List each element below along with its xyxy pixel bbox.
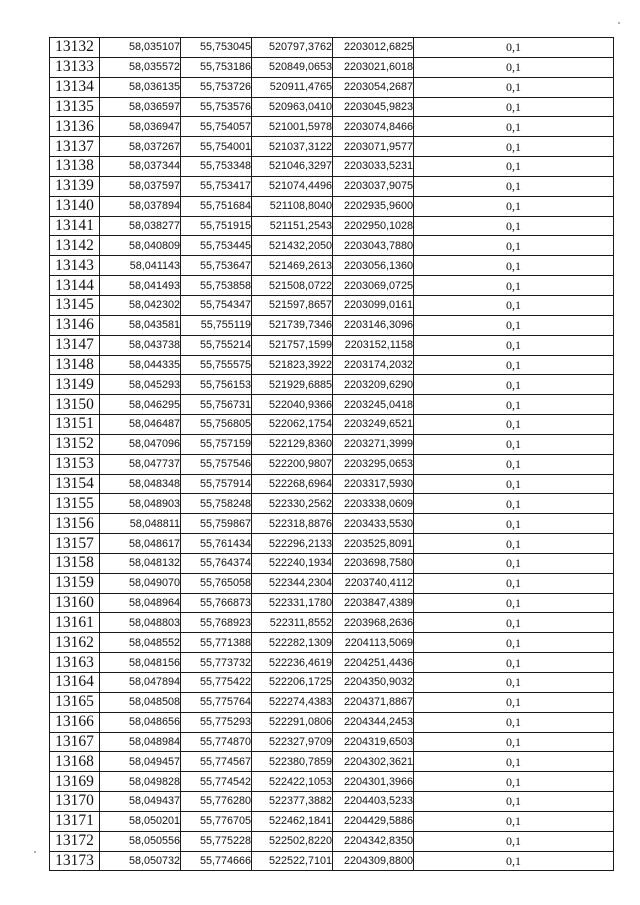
table-row [50,295,614,315]
point-number-cell: 13136 [50,117,100,137]
latitude-cell: 58,035572 [100,57,181,77]
y-coordinate-cell: 2204350,9032 [333,673,414,693]
latitude-cell: 58,038277 [100,216,181,236]
y-coordinate-cell: 2204319,6503 [333,732,414,752]
latitude-cell: 58,050732 [100,851,181,871]
point-number-cell: 13142 [50,236,100,256]
table-row [50,732,614,752]
table-row [50,772,614,792]
y-coordinate-cell: 2203245,0418 [333,395,414,415]
table-row [50,534,614,554]
longitude-cell: 55,751915 [181,216,252,236]
point-number-cell: 13134 [50,77,100,97]
longitude-cell: 55,751684 [181,196,252,216]
table-row [50,454,614,474]
latitude-cell: 58,048617 [100,534,181,554]
y-coordinate-cell: 2203012,6825 [333,38,414,58]
point-number-cell: 13173 [50,851,100,871]
table-row [50,434,614,454]
accuracy-cell: 0,1 [414,712,614,732]
table-row [50,494,614,514]
table-row [50,514,614,534]
accuracy-cell: 0,1 [414,454,614,474]
x-coordinate-cell: 522282,1309 [252,633,333,653]
accuracy-cell: 0,1 [414,335,614,355]
x-coordinate-cell: 522422,1053 [252,772,333,792]
y-coordinate-cell: 2202950,1028 [333,216,414,236]
point-number-cell: 13154 [50,474,100,494]
longitude-cell: 55,775422 [181,673,252,693]
x-coordinate-cell: 522296,2133 [252,534,333,554]
x-coordinate-cell: 521757,1599 [252,335,333,355]
latitude-cell: 58,048132 [100,553,181,573]
y-coordinate-cell: 2203071,9577 [333,137,414,157]
y-coordinate-cell: 2203525,8091 [333,534,414,554]
table-row [50,77,614,97]
y-coordinate-cell: 2203043,7880 [333,236,414,256]
x-coordinate-cell: 520849,0653 [252,57,333,77]
y-coordinate-cell: 2203338,0609 [333,494,414,514]
y-coordinate-cell: 2203271,3999 [333,434,414,454]
y-coordinate-cell: 2203045,9823 [333,97,414,117]
y-coordinate-cell: 2203209,6290 [333,375,414,395]
x-coordinate-cell: 522522,7101 [252,851,333,871]
accuracy-cell: 0,1 [414,38,614,58]
accuracy-cell: 0,1 [414,117,614,137]
latitude-cell: 58,048552 [100,633,181,653]
longitude-cell: 55,753417 [181,176,252,196]
point-number-cell: 13170 [50,792,100,812]
y-coordinate-cell: 2203698,7580 [333,553,414,573]
point-number-cell: 13137 [50,137,100,157]
x-coordinate-cell: 522236,4619 [252,653,333,673]
table-row [50,415,614,435]
table-row [50,355,614,375]
table-row [50,395,614,415]
longitude-cell: 55,771388 [181,633,252,653]
latitude-cell: 58,048508 [100,692,181,712]
y-coordinate-cell: 2203033,5231 [333,157,414,177]
longitude-cell: 55,757914 [181,474,252,494]
latitude-cell: 58,036597 [100,97,181,117]
longitude-cell: 55,766873 [181,593,252,613]
y-coordinate-cell: 2203152,1158 [333,335,414,355]
table-row [50,216,614,236]
accuracy-cell: 0,1 [414,514,614,534]
latitude-cell: 58,037344 [100,157,181,177]
table-row [50,653,614,673]
table-row [50,97,614,117]
point-number-cell: 13140 [50,196,100,216]
x-coordinate-cell: 522311,8552 [252,613,333,633]
table-row [50,236,614,256]
accuracy-cell: 0,1 [414,494,614,514]
longitude-cell: 55,753647 [181,256,252,276]
scan-speck [34,851,36,853]
table-row [50,137,614,157]
longitude-cell: 55,775293 [181,712,252,732]
y-coordinate-cell: 2203021,6018 [333,57,414,77]
y-coordinate-cell: 2203740,4112 [333,573,414,593]
latitude-cell: 58,049070 [100,573,181,593]
point-number-cell: 13161 [50,613,100,633]
x-coordinate-cell: 521929,6885 [252,375,333,395]
longitude-cell: 55,773732 [181,653,252,673]
y-coordinate-cell: 2203174,2032 [333,355,414,375]
latitude-cell: 58,049457 [100,752,181,772]
point-number-cell: 13152 [50,434,100,454]
table-row [50,692,614,712]
y-coordinate-cell: 2203146,3096 [333,315,414,335]
x-coordinate-cell: 521037,3122 [252,137,333,157]
x-coordinate-cell: 522462,1841 [252,811,333,831]
y-coordinate-cell: 2203295,0653 [333,454,414,474]
point-number-cell: 13159 [50,573,100,593]
accuracy-cell: 0,1 [414,196,614,216]
table-row [50,256,614,276]
point-number-cell: 13155 [50,494,100,514]
latitude-cell: 58,048964 [100,593,181,613]
x-coordinate-cell: 522318,8876 [252,514,333,534]
x-coordinate-cell: 522040,9366 [252,395,333,415]
table-row [50,593,614,613]
table-row [50,673,614,693]
accuracy-cell: 0,1 [414,673,614,693]
latitude-cell: 58,043738 [100,335,181,355]
y-coordinate-cell: 2204344,2453 [333,712,414,732]
point-number-cell: 13149 [50,375,100,395]
latitude-cell: 58,047096 [100,434,181,454]
point-number-cell: 13138 [50,157,100,177]
x-coordinate-cell: 522344,2304 [252,573,333,593]
table-row [50,38,614,58]
table-row [50,811,614,831]
x-coordinate-cell: 522062,1754 [252,415,333,435]
accuracy-cell: 0,1 [414,375,614,395]
longitude-cell: 55,755119 [181,315,252,335]
y-coordinate-cell: 2204309,8800 [333,851,414,871]
x-coordinate-cell: 521046,3297 [252,157,333,177]
point-number-cell: 13150 [50,395,100,415]
table-row [50,553,614,573]
x-coordinate-cell: 520911,4765 [252,77,333,97]
point-number-cell: 13157 [50,534,100,554]
accuracy-cell: 0,1 [414,792,614,812]
y-coordinate-cell: 2204113,5069 [333,633,414,653]
x-coordinate-cell: 521508,0722 [252,276,333,296]
x-coordinate-cell: 521001,5978 [252,117,333,137]
x-coordinate-cell: 521823,3922 [252,355,333,375]
table-row [50,57,614,77]
latitude-cell: 58,035107 [100,38,181,58]
y-coordinate-cell: 2203074,8466 [333,117,414,137]
latitude-cell: 58,037597 [100,176,181,196]
point-number-cell: 13165 [50,692,100,712]
latitude-cell: 58,041493 [100,276,181,296]
longitude-cell: 55,768923 [181,613,252,633]
accuracy-cell: 0,1 [414,236,614,256]
x-coordinate-cell: 522331,1780 [252,593,333,613]
longitude-cell: 55,756731 [181,395,252,415]
accuracy-cell: 0,1 [414,276,614,296]
table-row [50,851,614,871]
table-row [50,375,614,395]
longitude-cell: 55,776280 [181,792,252,812]
longitude-cell: 55,755575 [181,355,252,375]
point-number-cell: 13167 [50,732,100,752]
table-row [50,117,614,137]
latitude-cell: 58,044335 [100,355,181,375]
longitude-cell: 55,754347 [181,295,252,315]
table-row [50,315,614,335]
x-coordinate-cell: 522502,8220 [252,831,333,851]
latitude-cell: 58,050201 [100,811,181,831]
longitude-cell: 55,757546 [181,454,252,474]
x-coordinate-cell: 522268,6964 [252,474,333,494]
scan-speck [618,22,620,24]
table-row [50,752,614,772]
accuracy-cell: 0,1 [414,57,614,77]
x-coordinate-cell: 520797,3762 [252,38,333,58]
accuracy-cell: 0,1 [414,732,614,752]
table-row [50,633,614,653]
latitude-cell: 58,050556 [100,831,181,851]
table-row [50,792,614,812]
latitude-cell: 58,046295 [100,395,181,415]
point-number-cell: 13133 [50,57,100,77]
longitude-cell: 55,774542 [181,772,252,792]
y-coordinate-cell: 2204371,8867 [333,692,414,712]
longitude-cell: 55,753186 [181,57,252,77]
accuracy-cell: 0,1 [414,315,614,335]
latitude-cell: 58,048803 [100,613,181,633]
y-coordinate-cell: 2203054,2687 [333,77,414,97]
longitude-cell: 55,776705 [181,811,252,831]
y-coordinate-cell: 2204251,4436 [333,653,414,673]
x-coordinate-cell: 521432,2050 [252,236,333,256]
y-coordinate-cell: 2203037,9075 [333,176,414,196]
table-row [50,573,614,593]
longitude-cell: 55,756153 [181,375,252,395]
longitude-cell: 55,765058 [181,573,252,593]
table-row [50,157,614,177]
table-row [50,276,614,296]
point-number-cell: 13168 [50,752,100,772]
accuracy-cell: 0,1 [414,97,614,117]
latitude-cell: 58,046487 [100,415,181,435]
accuracy-cell: 0,1 [414,772,614,792]
point-number-cell: 13156 [50,514,100,534]
x-coordinate-cell: 522380,7859 [252,752,333,772]
accuracy-cell: 0,1 [414,534,614,554]
y-coordinate-cell: 2203847,4389 [333,593,414,613]
x-coordinate-cell: 521597,8657 [252,295,333,315]
latitude-cell: 58,047737 [100,454,181,474]
table-row [50,613,614,633]
longitude-cell: 55,758248 [181,494,252,514]
latitude-cell: 58,045293 [100,375,181,395]
point-number-cell: 13153 [50,454,100,474]
point-number-cell: 13143 [50,256,100,276]
accuracy-cell: 0,1 [414,752,614,772]
accuracy-cell: 0,1 [414,831,614,851]
longitude-cell: 55,757159 [181,434,252,454]
longitude-cell: 55,774870 [181,732,252,752]
y-coordinate-cell: 2203099,0161 [333,295,414,315]
point-number-cell: 13162 [50,633,100,653]
accuracy-cell: 0,1 [414,692,614,712]
latitude-cell: 58,048348 [100,474,181,494]
accuracy-cell: 0,1 [414,434,614,454]
point-number-cell: 13148 [50,355,100,375]
x-coordinate-cell: 522377,3882 [252,792,333,812]
point-number-cell: 13164 [50,673,100,693]
accuracy-cell: 0,1 [414,633,614,653]
point-number-cell: 13139 [50,176,100,196]
y-coordinate-cell: 2204301,3966 [333,772,414,792]
point-number-cell: 13144 [50,276,100,296]
point-number-cell: 13135 [50,97,100,117]
accuracy-cell: 0,1 [414,77,614,97]
y-coordinate-cell: 2203968,2636 [333,613,414,633]
point-number-cell: 13158 [50,553,100,573]
longitude-cell: 55,764374 [181,553,252,573]
y-coordinate-cell: 2203056,1360 [333,256,414,276]
point-number-cell: 13151 [50,415,100,435]
accuracy-cell: 0,1 [414,613,614,633]
latitude-cell: 58,048811 [100,514,181,534]
accuracy-cell: 0,1 [414,256,614,276]
accuracy-cell: 0,1 [414,593,614,613]
longitude-cell: 55,753348 [181,157,252,177]
latitude-cell: 58,048156 [100,653,181,673]
longitude-cell: 55,775228 [181,831,252,851]
table-row [50,335,614,355]
accuracy-cell: 0,1 [414,295,614,315]
longitude-cell: 55,754001 [181,137,252,157]
y-coordinate-cell: 2202935,9600 [333,196,414,216]
latitude-cell: 58,043581 [100,315,181,335]
longitude-cell: 55,753576 [181,97,252,117]
y-coordinate-cell: 2204302,3621 [333,752,414,772]
latitude-cell: 58,036135 [100,77,181,97]
table-row [50,196,614,216]
accuracy-cell: 0,1 [414,355,614,375]
point-number-cell: 13160 [50,593,100,613]
point-number-cell: 13141 [50,216,100,236]
longitude-cell: 55,756805 [181,415,252,435]
longitude-cell: 55,759867 [181,514,252,534]
latitude-cell: 58,040809 [100,236,181,256]
latitude-cell: 58,036947 [100,117,181,137]
x-coordinate-cell: 522240,1934 [252,553,333,573]
longitude-cell: 55,753445 [181,236,252,256]
accuracy-cell: 0,1 [414,573,614,593]
accuracy-cell: 0,1 [414,157,614,177]
accuracy-cell: 0,1 [414,653,614,673]
longitude-cell: 55,753726 [181,77,252,97]
x-coordinate-cell: 522327,9709 [252,732,333,752]
accuracy-cell: 0,1 [414,851,614,871]
accuracy-cell: 0,1 [414,216,614,236]
point-number-cell: 13169 [50,772,100,792]
accuracy-cell: 0,1 [414,137,614,157]
point-number-cell: 13147 [50,335,100,355]
latitude-cell: 58,048903 [100,494,181,514]
point-number-cell: 13146 [50,315,100,335]
x-coordinate-cell: 522206,1725 [252,673,333,693]
x-coordinate-cell: 521108,8040 [252,196,333,216]
point-number-cell: 13132 [50,38,100,58]
point-number-cell: 13163 [50,653,100,673]
y-coordinate-cell: 2204429,5886 [333,811,414,831]
point-number-cell: 13172 [50,831,100,851]
longitude-cell: 55,755214 [181,335,252,355]
latitude-cell: 58,048984 [100,732,181,752]
y-coordinate-cell: 2203249,6521 [333,415,414,435]
point-number-cell: 13166 [50,712,100,732]
table-row [50,176,614,196]
latitude-cell: 58,048656 [100,712,181,732]
longitude-cell: 55,753045 [181,38,252,58]
table-row [50,712,614,732]
y-coordinate-cell: 2203069,0725 [333,276,414,296]
accuracy-cell: 0,1 [414,415,614,435]
latitude-cell: 58,042302 [100,295,181,315]
x-coordinate-cell: 520963,0410 [252,97,333,117]
coordinate-table [49,37,614,871]
x-coordinate-cell: 522330,2562 [252,494,333,514]
x-coordinate-cell: 522129,8360 [252,434,333,454]
latitude-cell: 58,049437 [100,792,181,812]
x-coordinate-cell: 522274,4383 [252,692,333,712]
x-coordinate-cell: 522200,9807 [252,454,333,474]
longitude-cell: 55,774666 [181,851,252,871]
point-number-cell: 13171 [50,811,100,831]
x-coordinate-cell: 522291,0806 [252,712,333,732]
longitude-cell: 55,753858 [181,276,252,296]
longitude-cell: 55,761434 [181,534,252,554]
point-number-cell: 13145 [50,295,100,315]
accuracy-cell: 0,1 [414,811,614,831]
y-coordinate-cell: 2204403,5233 [333,792,414,812]
x-coordinate-cell: 521151,2543 [252,216,333,236]
y-coordinate-cell: 2203433,5530 [333,514,414,534]
x-coordinate-cell: 521074,4496 [252,176,333,196]
y-coordinate-cell: 2204342,8350 [333,831,414,851]
longitude-cell: 55,754057 [181,117,252,137]
x-coordinate-cell: 521469,2613 [252,256,333,276]
coordinate-table-body [50,38,614,871]
longitude-cell: 55,775764 [181,692,252,712]
x-coordinate-cell: 521739,7346 [252,315,333,335]
latitude-cell: 58,041143 [100,256,181,276]
latitude-cell: 58,047894 [100,673,181,693]
longitude-cell: 55,774567 [181,752,252,772]
latitude-cell: 58,037894 [100,196,181,216]
accuracy-cell: 0,1 [414,395,614,415]
table-row [50,831,614,851]
latitude-cell: 58,037267 [100,137,181,157]
accuracy-cell: 0,1 [414,176,614,196]
accuracy-cell: 0,1 [414,474,614,494]
y-coordinate-cell: 2203317,5930 [333,474,414,494]
table-row [50,474,614,494]
accuracy-cell: 0,1 [414,553,614,573]
latitude-cell: 58,049828 [100,772,181,792]
